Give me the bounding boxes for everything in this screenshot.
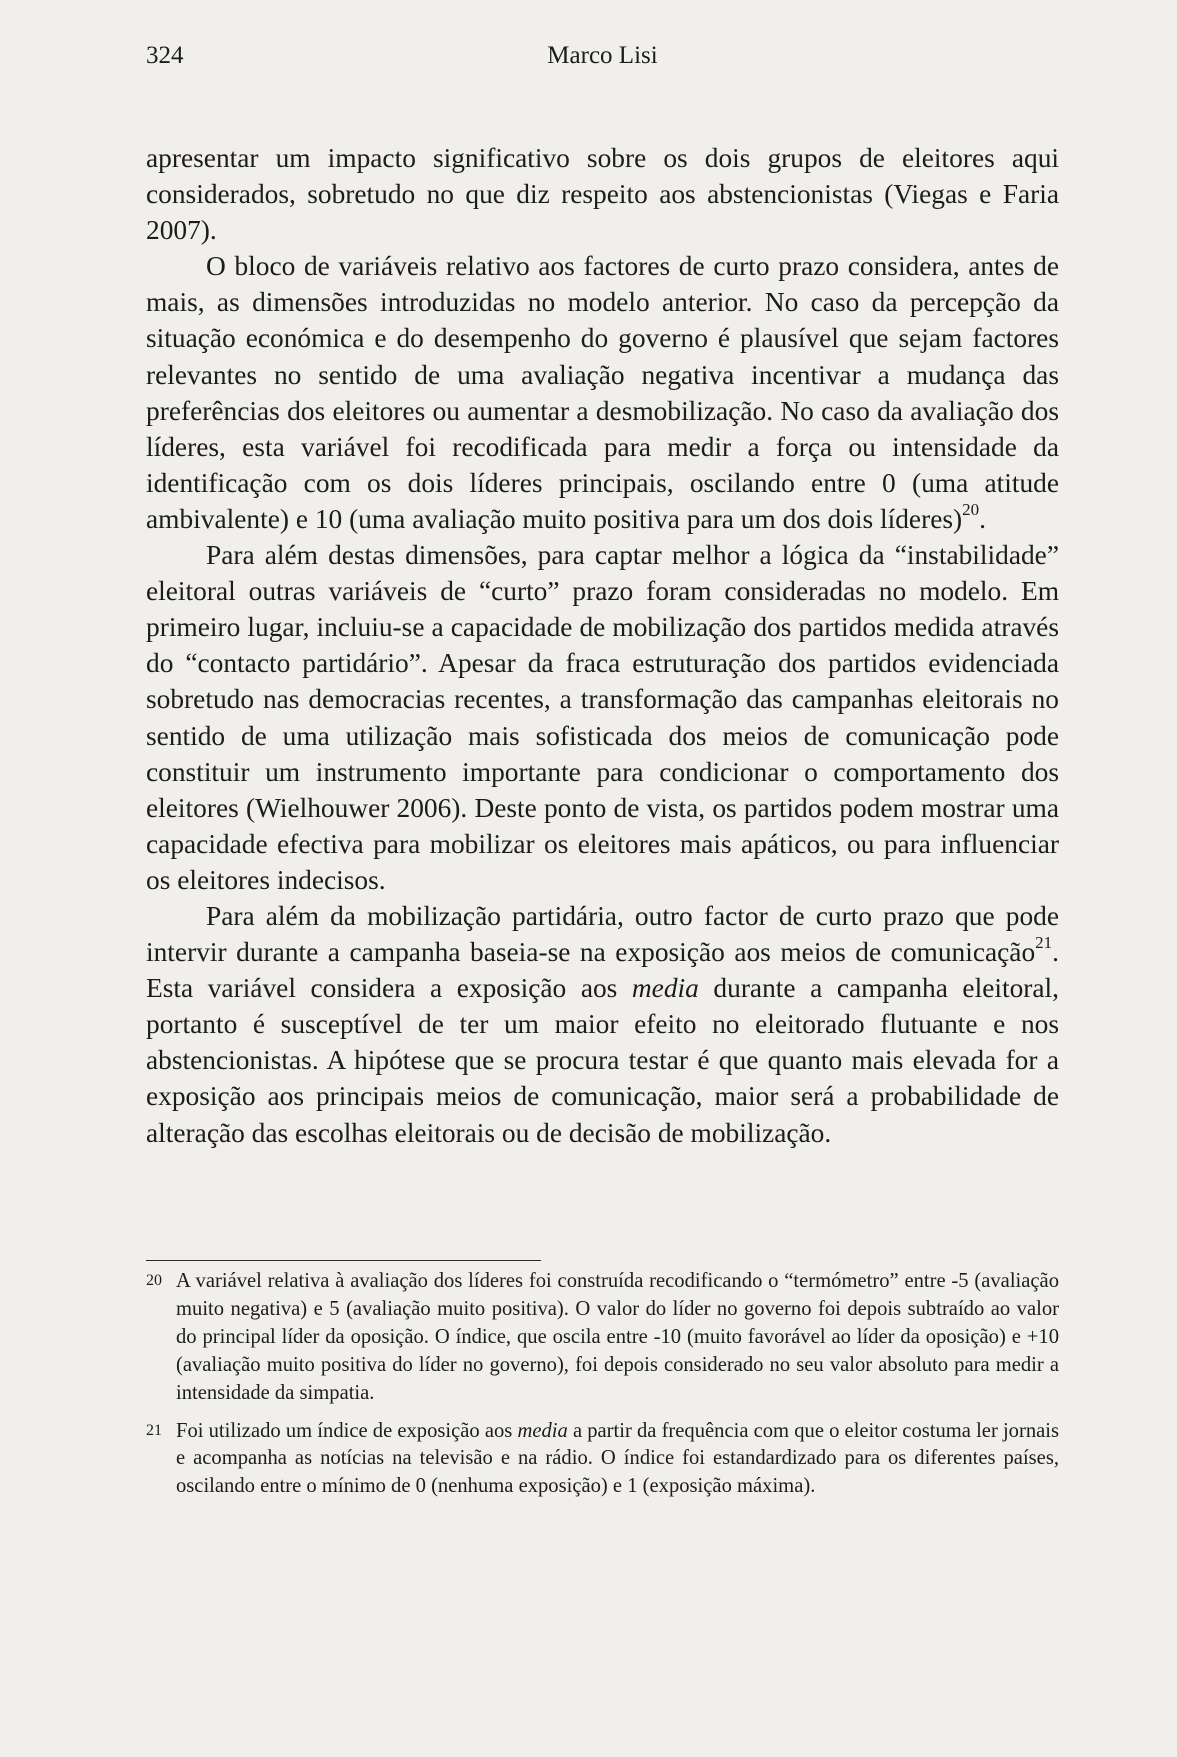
footnotes	[146, 1268, 1059, 1511]
footnote-ref[interactable]: 21	[1035, 933, 1053, 953]
main-text	[146, 140, 1059, 1151]
footnote-text: Foi utilizado um índice de exposição aos media a partir da frequência com que o eleitor costuma ler jornais e acompanha as notícias na televisão e na rádio. O índice foi estandardizado para os diferentes países, oscilando entre o mínimo de 0 (nenhuma exposição) e 1 (exposição máxima).	[176, 1419, 1060, 1498]
paragraph: O bloco de variáveis relativo aos factores de curto prazo considera, antes de mais, as dimensões introduzidas no modelo anterior. No caso da percepção da situação económica e do desempenho do governo é plausível que sejam factores relevantes no sentido de uma avaliação negativa incentivar a mudança das preferências dos eleitores ou aumentar a desmobilização. No caso da avaliação dos líderes, esta variável foi recodificada para medir a força ou intensidade da identificação com os dois líderes principais, oscilando entre 0 (uma atitude ambivalente) e 10 (uma avaliação muito positiva para um dos dois líderes)$^{20}$.	[146, 251, 1059, 534]
footnote	[146, 1268, 1059, 1408]
footnote-divider	[146, 1260, 541, 1261]
footnote-number: 20	[146, 1272, 162, 1289]
page-number: 324	[146, 42, 184, 69]
running-header	[146, 42, 1059, 82]
paragraph: apresentar um impacto significativo sobre os dois grupos de eleitores aqui considerados, sobretudo no que diz respeito aos abstencionistas (Viegas e Faria 2007).	[146, 143, 1059, 246]
footnote	[146, 1418, 1059, 1502]
running-head-author: Marco Lisi	[547, 42, 658, 69]
footnote-text: A variável relativa à avaliação dos líderes foi construída recodificando o “termómetro” entre -5 (avaliação muito negativa) e 5 (avaliação muito positiva). O valor do líder no governo foi depois subtraído ao valor do principal líder da oposição. O índice, que oscila entre -10 (muito favorável ao líder da oposição) e +10 (avaliação muito positiva do líder no governo), foi depois considerado no seu valor absoluto para medir a intensidade da simpatia.	[176, 1270, 1059, 1404]
paragraph: Para além destas dimensões, para captar melhor a lógica da “instabilidade” eleitoral outras variáveis de “curto” prazo foram consideradas no modelo. Em primeiro lugar, incluiu-se a capacidade de mobilização dos partidos medida através do “contacto partidário”. Apesar da fraca estruturação dos partidos evidenciada sobretudo nas democracias recentes, a transformação das campanhas eleitorais no sentido de uma utilização mais sofisticada dos meios de comunicação pode constituir um instrumento importante para condicionar o comportamento dos eleitores (Wielhouwer 2006). Deste ponto de vista, os partidos podem mostrar uma capacidade efectiva para mobilizar os eleitores mais apáticos, ou para influenciar os eleitores indecisos.	[146, 540, 1059, 895]
footnote-number: 21	[146, 1421, 162, 1439]
footnote-ref[interactable]: 20	[962, 500, 980, 520]
paragraph: Para além da mobilização partidária, outro factor de curto prazo que pode intervir durante a campanha baseia-se na exposição aos meios de comunicação$^{21}$. Esta variável considera a exposição aos media durante a campanha eleitoral, portanto é susceptível de ter um maior efeito no eleitorado flutuante e nos abstencionistas. A hipótese que se procura testar é que quanto mais elevada for a exposição aos principais meios de comunicação, maior será a probabilidade de alteração das escolhas eleitorais ou de decisão de mobilização.	[146, 900, 1060, 1148]
